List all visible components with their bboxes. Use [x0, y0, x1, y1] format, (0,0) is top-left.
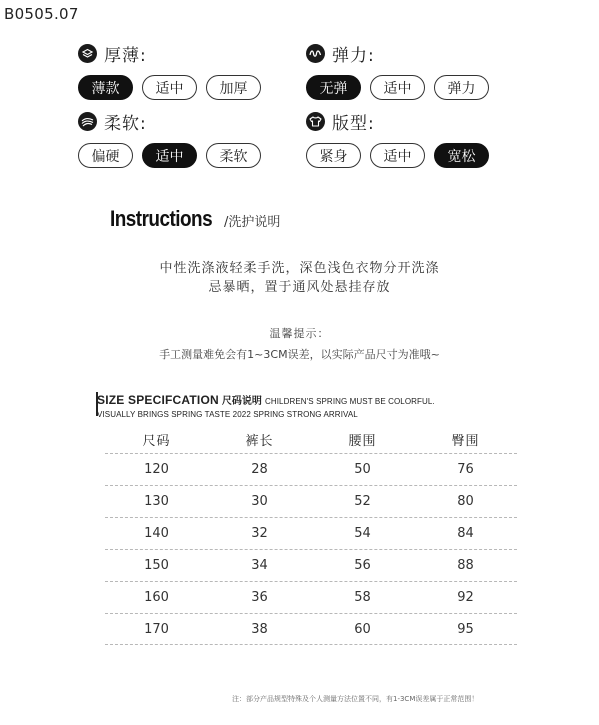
- table-cell: 56: [354, 558, 371, 573]
- table-cell: 34: [251, 558, 268, 573]
- softness-label: 柔软:: [104, 113, 147, 134]
- table-cell: 120: [144, 462, 169, 477]
- product-code: B0505.07: [4, 5, 79, 23]
- thickness-attribute: [78, 42, 261, 100]
- softness-option-medium[interactable]: 适中: [142, 143, 197, 168]
- table-cell: 84: [457, 526, 474, 541]
- size-spec-heading: [97, 392, 435, 419]
- tip-title: 温馨提示：: [269, 327, 330, 340]
- stretch-option-medium[interactable]: 适中: [370, 75, 425, 100]
- spring-icon: [306, 44, 325, 63]
- instructions-title-en: Instructions: [110, 206, 213, 231]
- spec-tagline-1: CHILDREN'S SPRING MUST BE COLORFUL.: [264, 397, 435, 406]
- table-row: [105, 613, 517, 645]
- fit-options: [306, 143, 489, 168]
- fit-label: 版型:: [332, 113, 375, 134]
- thickness-option-thick[interactable]: 加厚: [206, 75, 261, 100]
- table-cell: 95: [457, 621, 474, 637]
- shirt-icon: [306, 112, 325, 131]
- header-size: 尺码: [142, 433, 171, 449]
- table-cell: 76: [457, 462, 474, 477]
- footnote: 注：部分产品规型特殊及个人测量方法位置不同，有1-3CM误差属于正常范围！: [232, 695, 479, 703]
- softness-attribute: [78, 110, 261, 168]
- table-cell: 50: [354, 462, 371, 477]
- table-cell: 58: [354, 590, 371, 605]
- size-table: [105, 425, 517, 645]
- table-cell: 30: [251, 494, 268, 509]
- size-table-header: [105, 425, 517, 453]
- table-cell: 36: [251, 590, 268, 605]
- header-waist: 腰围: [348, 433, 377, 449]
- care-line-2: 忌暴晒，置于通风处悬挂存放: [208, 280, 391, 295]
- table-cell: 170: [144, 621, 169, 637]
- care-line-1: 中性洗涤液轻柔手洗，深色浅色衣物分开洗涤: [159, 261, 440, 276]
- table-cell: 54: [354, 526, 371, 541]
- stretch-option-none[interactable]: 无弹: [306, 75, 361, 100]
- header-length: 裤长: [245, 433, 274, 449]
- softness-option-firm[interactable]: 偏硬: [78, 143, 133, 168]
- stretch-attribute: [306, 42, 489, 100]
- fit-option-regular[interactable]: 适中: [370, 143, 425, 168]
- stretch-options: [306, 75, 489, 100]
- thickness-option-medium[interactable]: 适中: [142, 75, 197, 100]
- table-cell: 130: [144, 494, 169, 509]
- thickness-option-thin[interactable]: 薄款: [78, 75, 133, 100]
- table-row: [105, 517, 517, 549]
- table-cell: 38: [251, 621, 268, 637]
- table-row: [105, 485, 517, 517]
- fit-option-loose[interactable]: 宽松: [434, 143, 489, 168]
- table-cell: 80: [457, 494, 474, 509]
- table-cell: 88: [457, 558, 474, 573]
- layers-icon: [78, 44, 97, 63]
- table-cell: 150: [144, 558, 169, 573]
- table-cell: 160: [144, 590, 169, 605]
- softness-options: [78, 143, 261, 168]
- stretch-option-stretchy[interactable]: 弹力: [434, 75, 489, 100]
- table-cell: 140: [144, 526, 169, 541]
- table-cell: 60: [354, 621, 371, 637]
- instructions-heading: [110, 206, 280, 232]
- fit-option-slim[interactable]: 紧身: [306, 143, 361, 168]
- thickness-label: 厚薄:: [104, 45, 147, 66]
- spec-tagline-2: VISUALLY BRINGS SPRING TASTE 2022 SPRING STRONG ARRIVAL: [97, 410, 358, 419]
- thickness-options: [78, 75, 261, 100]
- table-cell: 32: [251, 526, 268, 541]
- instructions-title-cn: /洗护说明: [224, 215, 281, 230]
- tip-text: 手工测量难免会有1~3CM误差，以实际产品尺寸为准哦~: [159, 348, 440, 361]
- table-row: [105, 549, 517, 581]
- table-cell: 52: [354, 494, 371, 509]
- feather-icon: [78, 112, 97, 131]
- table-cell: 28: [251, 462, 268, 477]
- spec-title-cn: 尺码说明: [221, 396, 262, 407]
- table-row: [105, 453, 517, 485]
- header-hip: 臀围: [451, 433, 480, 449]
- table-cell: 92: [457, 590, 474, 605]
- fit-attribute: [306, 110, 489, 168]
- stretch-label: 弹力:: [332, 45, 375, 66]
- softness-option-soft[interactable]: 柔软: [206, 143, 261, 168]
- table-row: [105, 581, 517, 613]
- spec-title-en: SIZE SPECIFCATION: [97, 393, 219, 407]
